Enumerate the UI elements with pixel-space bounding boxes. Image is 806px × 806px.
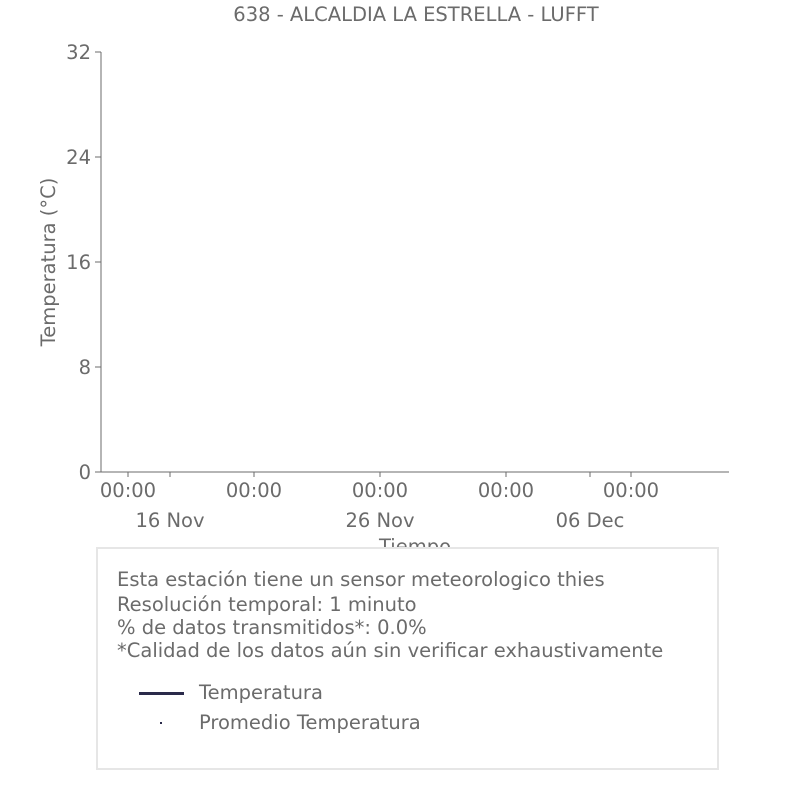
y-tick-label: 8 [78, 356, 91, 379]
legend-dot-swatch [160, 722, 162, 724]
y-tick-label: 24 [66, 146, 91, 169]
x-minor-tick-label: 00:00 [351, 479, 409, 502]
x-minor-tick-label: 00:00 [602, 479, 660, 502]
legend-line-swatch [139, 692, 184, 695]
chart-title: 638 - ALCALDIA LA ESTRELLA - LUFFT [233, 3, 599, 26]
info-legend-box [96, 547, 719, 770]
y-tick-label: 16 [66, 251, 91, 274]
plot-axes [66, 41, 729, 532]
x-minor-tick-label: 00:00 [225, 479, 283, 502]
y-axis-label: Temperatura (°C) [37, 177, 60, 347]
legend-label-promedio: Promedio Temperatura [199, 711, 421, 734]
info-sensor-text: Esta estación tiene un sensor meteorologico thies [117, 568, 605, 591]
info-resolution-text: Resolución temporal: 1 minuto [117, 593, 417, 616]
x-minor-tick-label: 00:00 [477, 479, 535, 502]
y-tick-label: 32 [66, 41, 91, 64]
info-quality-text: *Calidad de los datos aún sin verificar exhaustivamente [117, 639, 664, 662]
y-tick-label: 0 [78, 461, 91, 484]
info-transmitted-text: % de datos transmitidos*: 0.0% [117, 616, 427, 639]
legend-label-temperatura: Temperatura [199, 681, 323, 704]
x-major-tick-label: 16 Nov [135, 509, 205, 532]
x-major-tick-label: 06 Dec [555, 509, 625, 532]
x-minor-tick-label: 00:00 [99, 479, 157, 502]
x-major-tick-label: 26 Nov [345, 509, 415, 532]
